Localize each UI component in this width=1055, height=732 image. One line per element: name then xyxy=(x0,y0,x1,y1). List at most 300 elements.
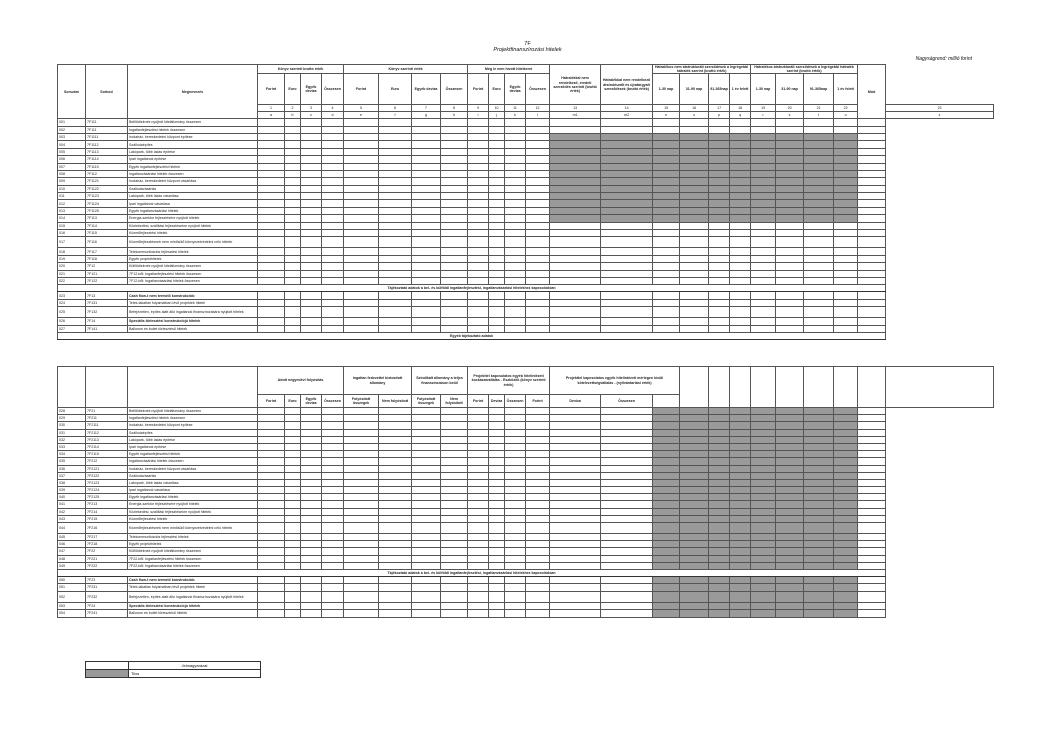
input-cell[interactable] xyxy=(751,119,776,126)
input-cell[interactable] xyxy=(858,501,886,508)
input-cell[interactable] xyxy=(379,178,412,185)
input-cell[interactable] xyxy=(505,458,526,465)
input-cell[interactable] xyxy=(730,270,751,277)
input-cell[interactable] xyxy=(301,119,322,126)
input-cell[interactable] xyxy=(412,207,441,214)
input-cell[interactable] xyxy=(709,307,730,318)
input-cell[interactable] xyxy=(834,222,858,229)
input-cell[interactable] xyxy=(468,422,489,429)
input-cell[interactable] xyxy=(468,584,489,591)
input-cell[interactable] xyxy=(550,523,601,534)
input-cell[interactable] xyxy=(344,610,379,617)
input-cell[interactable] xyxy=(751,292,776,299)
input-cell[interactable] xyxy=(505,591,526,602)
input-cell[interactable] xyxy=(550,443,601,450)
input-cell[interactable] xyxy=(344,200,379,207)
input-cell[interactable] xyxy=(468,479,489,486)
input-cell[interactable] xyxy=(858,307,886,318)
input-cell[interactable] xyxy=(550,465,601,472)
input-cell[interactable] xyxy=(489,610,505,617)
input-cell[interactable] xyxy=(526,548,550,555)
input-cell[interactable] xyxy=(601,602,653,609)
input-cell[interactable] xyxy=(858,237,886,248)
input-cell[interactable] xyxy=(379,602,412,609)
input-cell[interactable] xyxy=(601,292,653,299)
input-cell[interactable] xyxy=(489,602,505,609)
input-cell[interactable] xyxy=(258,230,285,237)
input-cell[interactable] xyxy=(344,222,379,229)
input-cell[interactable] xyxy=(468,451,489,458)
input-cell[interactable] xyxy=(550,126,601,133)
input-cell[interactable] xyxy=(526,429,550,436)
input-cell[interactable] xyxy=(441,562,468,569)
input-cell[interactable] xyxy=(301,584,322,591)
input-cell[interactable] xyxy=(526,415,550,422)
input-cell[interactable] xyxy=(550,494,601,501)
input-cell[interactable] xyxy=(858,515,886,522)
input-cell[interactable] xyxy=(322,479,344,486)
input-cell[interactable] xyxy=(412,610,441,617)
input-cell[interactable] xyxy=(505,602,526,609)
input-cell[interactable] xyxy=(858,299,886,306)
input-cell[interactable] xyxy=(505,429,526,436)
input-cell[interactable] xyxy=(412,515,441,522)
input-cell[interactable] xyxy=(834,119,858,126)
input-cell[interactable] xyxy=(601,237,653,248)
input-cell[interactable] xyxy=(751,325,776,332)
input-cell[interactable] xyxy=(468,534,489,541)
input-cell[interactable] xyxy=(601,307,653,318)
input-cell[interactable] xyxy=(505,119,526,126)
input-cell[interactable] xyxy=(489,230,505,237)
input-cell[interactable] xyxy=(285,555,301,562)
input-cell[interactable] xyxy=(653,248,680,255)
input-cell[interactable] xyxy=(301,230,322,237)
input-cell[interactable] xyxy=(468,270,489,277)
input-cell[interactable] xyxy=(322,548,344,555)
input-cell[interactable] xyxy=(285,472,301,479)
input-cell[interactable] xyxy=(601,458,653,465)
input-cell[interactable] xyxy=(730,292,751,299)
input-cell[interactable] xyxy=(379,200,412,207)
input-cell[interactable] xyxy=(550,555,601,562)
input-cell[interactable] xyxy=(489,465,505,472)
input-cell[interactable] xyxy=(468,610,489,617)
input-cell[interactable] xyxy=(526,458,550,465)
input-cell[interactable] xyxy=(489,479,505,486)
input-cell[interactable] xyxy=(730,299,751,306)
input-cell[interactable] xyxy=(858,278,886,285)
input-cell[interactable] xyxy=(680,263,709,270)
input-cell[interactable] xyxy=(344,270,379,277)
input-cell[interactable] xyxy=(344,408,379,415)
input-cell[interactable] xyxy=(412,141,441,148)
input-cell[interactable] xyxy=(858,263,886,270)
input-cell[interactable] xyxy=(258,610,285,617)
input-cell[interactable] xyxy=(285,591,301,602)
input-cell[interactable] xyxy=(441,487,468,494)
input-cell[interactable] xyxy=(526,170,550,177)
input-cell[interactable] xyxy=(258,555,285,562)
input-cell[interactable] xyxy=(468,215,489,222)
input-cell[interactable] xyxy=(858,436,886,443)
input-cell[interactable] xyxy=(489,508,505,515)
input-cell[interactable] xyxy=(489,501,505,508)
input-cell[interactable] xyxy=(258,126,285,133)
input-cell[interactable] xyxy=(285,415,301,422)
input-cell[interactable] xyxy=(285,215,301,222)
input-cell[interactable] xyxy=(258,263,285,270)
input-cell[interactable] xyxy=(505,576,526,583)
input-cell[interactable] xyxy=(441,429,468,436)
input-cell[interactable] xyxy=(322,523,344,534)
input-cell[interactable] xyxy=(730,119,751,126)
input-cell[interactable] xyxy=(379,515,412,522)
input-cell[interactable] xyxy=(489,548,505,555)
input-cell[interactable] xyxy=(526,451,550,458)
input-cell[interactable] xyxy=(412,270,441,277)
input-cell[interactable] xyxy=(322,200,344,207)
input-cell[interactable] xyxy=(285,193,301,200)
input-cell[interactable] xyxy=(653,278,680,285)
input-cell[interactable] xyxy=(322,472,344,479)
input-cell[interactable] xyxy=(601,248,653,255)
input-cell[interactable] xyxy=(489,215,505,222)
input-cell[interactable] xyxy=(550,541,601,548)
input-cell[interactable] xyxy=(412,487,441,494)
input-cell[interactable] xyxy=(468,515,489,522)
input-cell[interactable] xyxy=(601,501,653,508)
input-cell[interactable] xyxy=(441,255,468,262)
input-cell[interactable] xyxy=(344,465,379,472)
input-cell[interactable] xyxy=(526,325,550,332)
input-cell[interactable] xyxy=(680,237,709,248)
input-cell[interactable] xyxy=(344,207,379,214)
input-cell[interactable] xyxy=(258,576,285,583)
input-cell[interactable] xyxy=(301,415,322,422)
input-cell[interactable] xyxy=(379,501,412,508)
input-cell[interactable] xyxy=(505,215,526,222)
input-cell[interactable] xyxy=(550,237,601,248)
input-cell[interactable] xyxy=(322,248,344,255)
input-cell[interactable] xyxy=(751,278,776,285)
input-cell[interactable] xyxy=(858,193,886,200)
input-cell[interactable] xyxy=(489,200,505,207)
input-cell[interactable] xyxy=(550,576,601,583)
input-cell[interactable] xyxy=(285,200,301,207)
input-cell[interactable] xyxy=(258,292,285,299)
input-cell[interactable] xyxy=(344,458,379,465)
input-cell[interactable] xyxy=(344,278,379,285)
input-cell[interactable] xyxy=(412,215,441,222)
input-cell[interactable] xyxy=(489,443,505,450)
input-cell[interactable] xyxy=(441,200,468,207)
input-cell[interactable] xyxy=(858,584,886,591)
input-cell[interactable] xyxy=(322,541,344,548)
input-cell[interactable] xyxy=(412,292,441,299)
input-cell[interactable] xyxy=(441,215,468,222)
input-cell[interactable] xyxy=(301,602,322,609)
input-cell[interactable] xyxy=(258,562,285,569)
input-cell[interactable] xyxy=(344,534,379,541)
input-cell[interactable] xyxy=(285,422,301,429)
input-cell[interactable] xyxy=(379,436,412,443)
input-cell[interactable] xyxy=(550,222,601,229)
input-cell[interactable] xyxy=(344,185,379,192)
input-cell[interactable] xyxy=(258,307,285,318)
input-cell[interactable] xyxy=(285,487,301,494)
input-cell[interactable] xyxy=(709,248,730,255)
input-cell[interactable] xyxy=(258,487,285,494)
input-cell[interactable] xyxy=(379,443,412,450)
input-cell[interactable] xyxy=(505,422,526,429)
input-cell[interactable] xyxy=(489,237,505,248)
input-cell[interactable] xyxy=(680,318,709,325)
input-cell[interactable] xyxy=(601,479,653,486)
input-cell[interactable] xyxy=(834,263,858,270)
input-cell[interactable] xyxy=(526,443,550,450)
input-cell[interactable] xyxy=(468,465,489,472)
input-cell[interactable] xyxy=(505,170,526,177)
input-cell[interactable] xyxy=(412,156,441,163)
input-cell[interactable] xyxy=(441,141,468,148)
input-cell[interactable] xyxy=(379,422,412,429)
input-cell[interactable] xyxy=(489,472,505,479)
input-cell[interactable] xyxy=(379,576,412,583)
input-cell[interactable] xyxy=(285,501,301,508)
input-cell[interactable] xyxy=(858,451,886,458)
input-cell[interactable] xyxy=(505,207,526,214)
input-cell[interactable] xyxy=(379,133,412,140)
input-cell[interactable] xyxy=(526,591,550,602)
input-cell[interactable] xyxy=(441,185,468,192)
input-cell[interactable] xyxy=(344,479,379,486)
input-cell[interactable] xyxy=(468,602,489,609)
input-cell[interactable] xyxy=(322,429,344,436)
input-cell[interactable] xyxy=(285,178,301,185)
input-cell[interactable] xyxy=(709,292,730,299)
input-cell[interactable] xyxy=(550,610,601,617)
input-cell[interactable] xyxy=(285,429,301,436)
input-cell[interactable] xyxy=(680,292,709,299)
input-cell[interactable] xyxy=(804,248,834,255)
input-cell[interactable] xyxy=(322,270,344,277)
input-cell[interactable] xyxy=(322,436,344,443)
input-cell[interactable] xyxy=(601,584,653,591)
input-cell[interactable] xyxy=(526,523,550,534)
input-cell[interactable] xyxy=(379,148,412,155)
input-cell[interactable] xyxy=(258,451,285,458)
input-cell[interactable] xyxy=(322,458,344,465)
input-cell[interactable] xyxy=(258,534,285,541)
input-cell[interactable] xyxy=(776,255,804,262)
input-cell[interactable] xyxy=(344,548,379,555)
input-cell[interactable] xyxy=(601,299,653,306)
input-cell[interactable] xyxy=(751,270,776,277)
input-cell[interactable] xyxy=(489,141,505,148)
input-cell[interactable] xyxy=(526,230,550,237)
input-cell[interactable] xyxy=(412,436,441,443)
input-cell[interactable] xyxy=(441,230,468,237)
input-cell[interactable] xyxy=(301,501,322,508)
input-cell[interactable] xyxy=(285,255,301,262)
input-cell[interactable] xyxy=(258,270,285,277)
input-cell[interactable] xyxy=(412,318,441,325)
input-cell[interactable] xyxy=(505,278,526,285)
input-cell[interactable] xyxy=(258,318,285,325)
input-cell[interactable] xyxy=(489,422,505,429)
input-cell[interactable] xyxy=(258,207,285,214)
input-cell[interactable] xyxy=(489,555,505,562)
input-cell[interactable] xyxy=(379,534,412,541)
input-cell[interactable] xyxy=(489,487,505,494)
input-cell[interactable] xyxy=(301,170,322,177)
input-cell[interactable] xyxy=(258,408,285,415)
input-cell[interactable] xyxy=(489,292,505,299)
input-cell[interactable] xyxy=(489,307,505,318)
input-cell[interactable] xyxy=(653,318,680,325)
input-cell[interactable] xyxy=(322,602,344,609)
input-cell[interactable] xyxy=(285,163,301,170)
input-cell[interactable] xyxy=(468,318,489,325)
input-cell[interactable] xyxy=(441,119,468,126)
input-cell[interactable] xyxy=(285,307,301,318)
input-cell[interactable] xyxy=(344,576,379,583)
input-cell[interactable] xyxy=(858,292,886,299)
input-cell[interactable] xyxy=(412,443,441,450)
input-cell[interactable] xyxy=(505,178,526,185)
input-cell[interactable] xyxy=(505,133,526,140)
input-cell[interactable] xyxy=(858,541,886,548)
input-cell[interactable] xyxy=(379,292,412,299)
input-cell[interactable] xyxy=(489,126,505,133)
input-cell[interactable] xyxy=(505,610,526,617)
input-cell[interactable] xyxy=(441,178,468,185)
input-cell[interactable] xyxy=(285,248,301,255)
input-cell[interactable] xyxy=(804,119,834,126)
input-cell[interactable] xyxy=(505,472,526,479)
input-cell[interactable] xyxy=(258,602,285,609)
input-cell[interactable] xyxy=(601,126,653,133)
input-cell[interactable] xyxy=(379,562,412,569)
input-cell[interactable] xyxy=(412,126,441,133)
input-cell[interactable] xyxy=(526,278,550,285)
input-cell[interactable] xyxy=(489,185,505,192)
input-cell[interactable] xyxy=(412,422,441,429)
input-cell[interactable] xyxy=(680,255,709,262)
input-cell[interactable] xyxy=(550,307,601,318)
input-cell[interactable] xyxy=(505,237,526,248)
input-cell[interactable] xyxy=(301,610,322,617)
input-cell[interactable] xyxy=(301,523,322,534)
input-cell[interactable] xyxy=(344,318,379,325)
input-cell[interactable] xyxy=(468,263,489,270)
input-cell[interactable] xyxy=(505,248,526,255)
input-cell[interactable] xyxy=(730,126,751,133)
input-cell[interactable] xyxy=(285,523,301,534)
input-cell[interactable] xyxy=(601,429,653,436)
input-cell[interactable] xyxy=(301,270,322,277)
input-cell[interactable] xyxy=(441,610,468,617)
input-cell[interactable] xyxy=(322,222,344,229)
input-cell[interactable] xyxy=(301,591,322,602)
input-cell[interactable] xyxy=(601,230,653,237)
input-cell[interactable] xyxy=(601,222,653,229)
input-cell[interactable] xyxy=(441,270,468,277)
input-cell[interactable] xyxy=(834,270,858,277)
input-cell[interactable] xyxy=(258,248,285,255)
input-cell[interactable] xyxy=(709,255,730,262)
input-cell[interactable] xyxy=(776,307,804,318)
input-cell[interactable] xyxy=(379,584,412,591)
input-cell[interactable] xyxy=(526,472,550,479)
input-cell[interactable] xyxy=(285,207,301,214)
input-cell[interactable] xyxy=(344,292,379,299)
input-cell[interactable] xyxy=(379,610,412,617)
input-cell[interactable] xyxy=(550,584,601,591)
input-cell[interactable] xyxy=(858,230,886,237)
input-cell[interactable] xyxy=(285,458,301,465)
input-cell[interactable] xyxy=(412,119,441,126)
input-cell[interactable] xyxy=(344,299,379,306)
input-cell[interactable] xyxy=(489,193,505,200)
input-cell[interactable] xyxy=(653,237,680,248)
input-cell[interactable] xyxy=(526,541,550,548)
input-cell[interactable] xyxy=(730,307,751,318)
input-cell[interactable] xyxy=(709,237,730,248)
input-cell[interactable] xyxy=(301,299,322,306)
input-cell[interactable] xyxy=(505,156,526,163)
input-cell[interactable] xyxy=(379,156,412,163)
input-cell[interactable] xyxy=(285,494,301,501)
input-cell[interactable] xyxy=(285,148,301,155)
input-cell[interactable] xyxy=(489,318,505,325)
input-cell[interactable] xyxy=(468,193,489,200)
input-cell[interactable] xyxy=(804,299,834,306)
input-cell[interactable] xyxy=(441,523,468,534)
input-cell[interactable] xyxy=(489,248,505,255)
input-cell[interactable] xyxy=(550,422,601,429)
input-cell[interactable] xyxy=(505,200,526,207)
input-cell[interactable] xyxy=(344,163,379,170)
input-cell[interactable] xyxy=(468,436,489,443)
input-cell[interactable] xyxy=(412,408,441,415)
input-cell[interactable] xyxy=(776,325,804,332)
input-cell[interactable] xyxy=(505,508,526,515)
input-cell[interactable] xyxy=(258,501,285,508)
input-cell[interactable] xyxy=(489,222,505,229)
input-cell[interactable] xyxy=(834,307,858,318)
input-cell[interactable] xyxy=(489,278,505,285)
input-cell[interactable] xyxy=(285,230,301,237)
input-cell[interactable] xyxy=(322,133,344,140)
input-cell[interactable] xyxy=(301,126,322,133)
input-cell[interactable] xyxy=(505,263,526,270)
input-cell[interactable] xyxy=(709,325,730,332)
input-cell[interactable] xyxy=(412,451,441,458)
input-cell[interactable] xyxy=(653,255,680,262)
input-cell[interactable] xyxy=(258,515,285,522)
input-cell[interactable] xyxy=(322,185,344,192)
input-cell[interactable] xyxy=(858,465,886,472)
input-cell[interactable] xyxy=(412,325,441,332)
input-cell[interactable] xyxy=(322,163,344,170)
input-cell[interactable] xyxy=(379,325,412,332)
input-cell[interactable] xyxy=(804,237,834,248)
input-cell[interactable] xyxy=(489,133,505,140)
input-cell[interactable] xyxy=(322,562,344,569)
input-cell[interactable] xyxy=(550,548,601,555)
